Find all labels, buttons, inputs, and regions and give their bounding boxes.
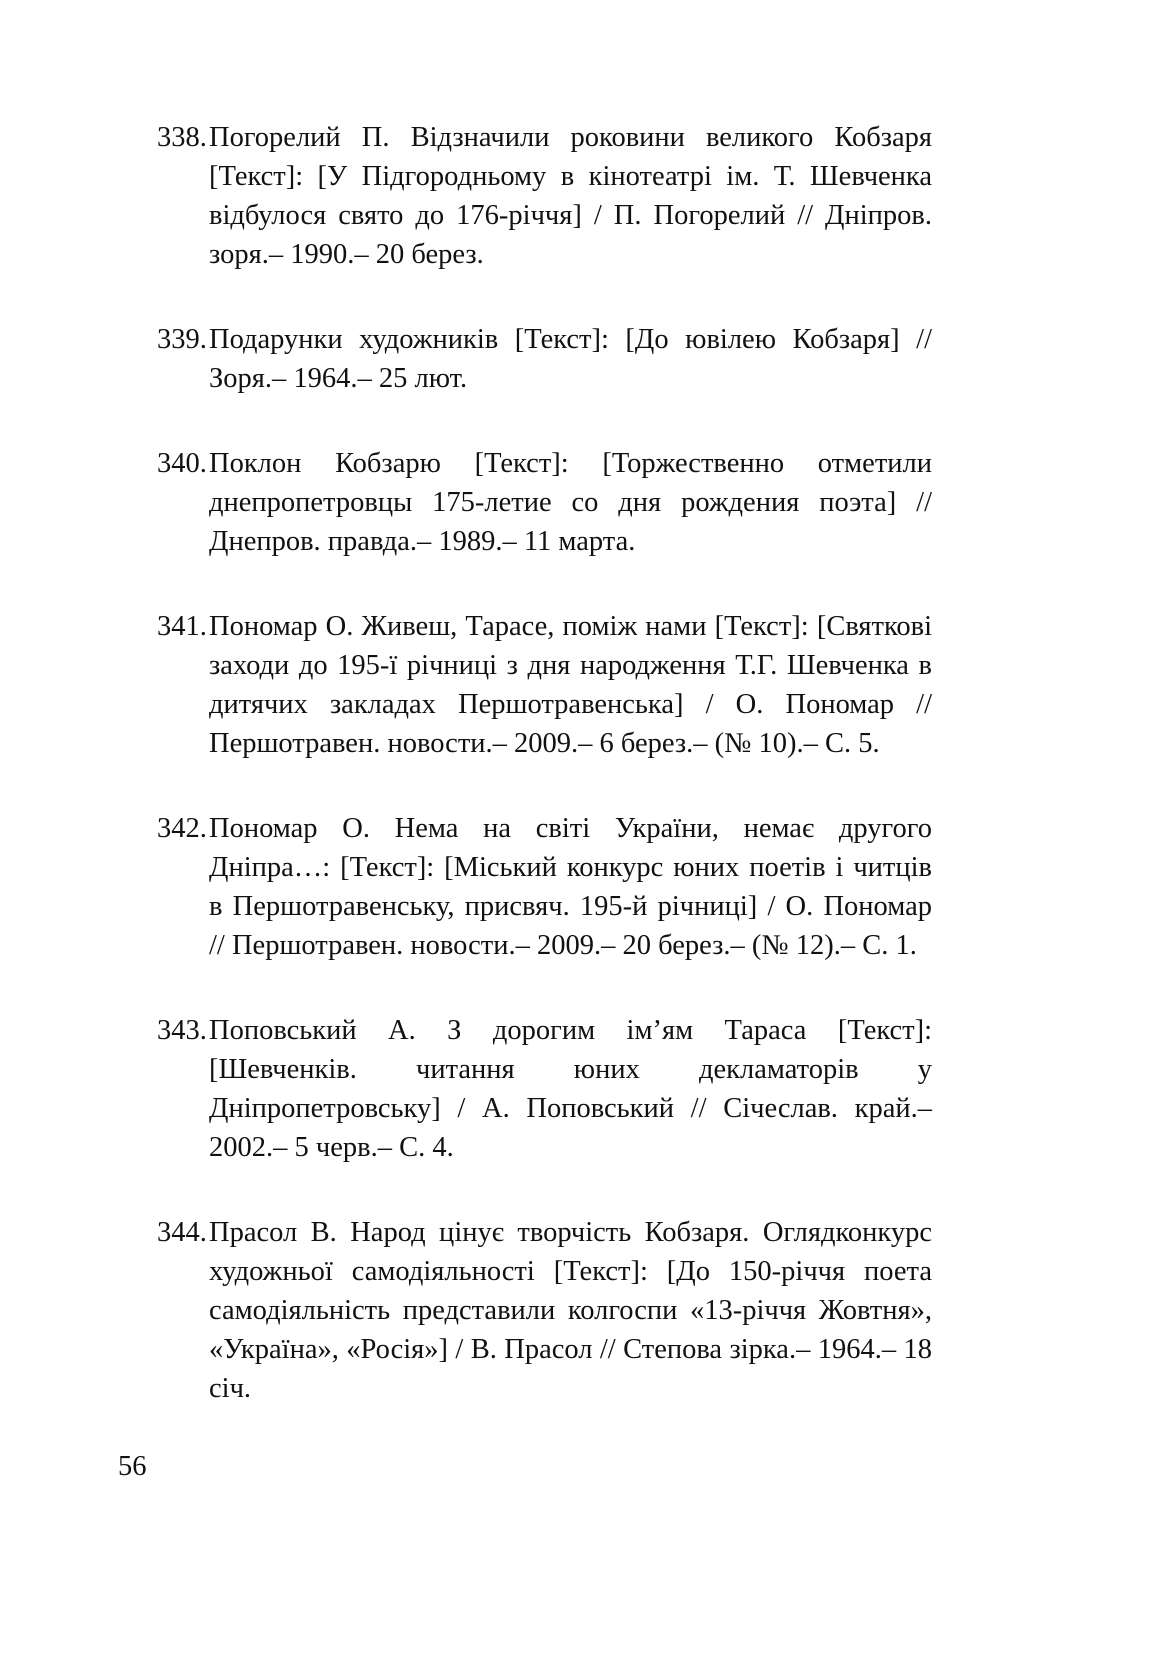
entry-number: 343. bbox=[157, 1015, 207, 1046]
bibliography-entry-342 bbox=[157, 809, 932, 965]
entry-text: Подарунки художників [Текст]: [До ювілею Кобзаря] // Зоря.– 1964.– 25 лют. bbox=[209, 324, 932, 394]
page-number: 56 bbox=[118, 1451, 147, 1482]
bibliography-entry-340 bbox=[157, 444, 932, 561]
bibliography-entry-338 bbox=[157, 118, 932, 274]
entry-number: 338. bbox=[157, 122, 207, 153]
entry-text: Погорелий П. Відзначили роковини великого Кобзаря [Текст]: [У Підгородньому в кінотеатрі ім. Т. Шевченка відбулося свято до 176-річчя] / П. Погорелий // Дніпров. зоря.– 1990.– 20 берез. bbox=[209, 122, 932, 270]
bibliography-entry-343 bbox=[157, 1011, 932, 1167]
bibliography-entry-341 bbox=[157, 607, 932, 763]
entry-number: 342. bbox=[157, 813, 207, 844]
entry-number: 340. bbox=[157, 448, 207, 479]
entry-text: Поклон Кобзарю [Текст]: [Торжественно отметили днепропетровцы 175-летие со дня рождения поэта] // Днепров. правда.– 1989.– 11 марта. bbox=[209, 448, 932, 557]
entry-text: Поповський А. З дорогим ім’ям Тараса [Текст]: [Шевченків. читання юних декламаторів у Дніпропетровську] / А. Поповський // Січеслав. край.– 2002.– 5 черв.– С. 4. bbox=[209, 1015, 932, 1163]
entry-number: 344. bbox=[157, 1217, 207, 1248]
entry-number: 339. bbox=[157, 324, 207, 355]
entry-text: Пономар О. Нема на світі України, немає другого Дніпра…: [Текст]: [Міський конкурс юних поетів і читців в Першотравенську, присвяч. 195-й річниці] / О. Пономар // Першотравен. новости.– 2009.– 20 берез.– (№ 12).– С. 1. bbox=[209, 813, 932, 961]
bibliography-entry-339 bbox=[157, 320, 932, 398]
bibliography-entry-344 bbox=[157, 1213, 932, 1408]
entry-text: Пономар О. Живеш, Тарасе, поміж нами [Текст]: [Святкові заходи до 195-ї річниці з дня народження Т.Г. Шевченка в дитячих закладах Першотравенська] / О. Пономар // Першотравен. новости.– 2009.– 6 берез.– (№ 10).– С. 5. bbox=[209, 611, 932, 759]
entry-text: Прасол В. Народ цінує творчість Кобзаря. Оглядконкурс художньої самодіяльності [Текст]: [До 150-річчя поета самодіяльність представили колгоспи «13-річчя Жовтня», «Україна», «Росія»] / В. Прасол // Степова зірка.– 1964.– 18 січ. bbox=[209, 1217, 932, 1404]
bibliography-list bbox=[157, 118, 932, 1454]
entry-number: 341. bbox=[157, 611, 207, 642]
